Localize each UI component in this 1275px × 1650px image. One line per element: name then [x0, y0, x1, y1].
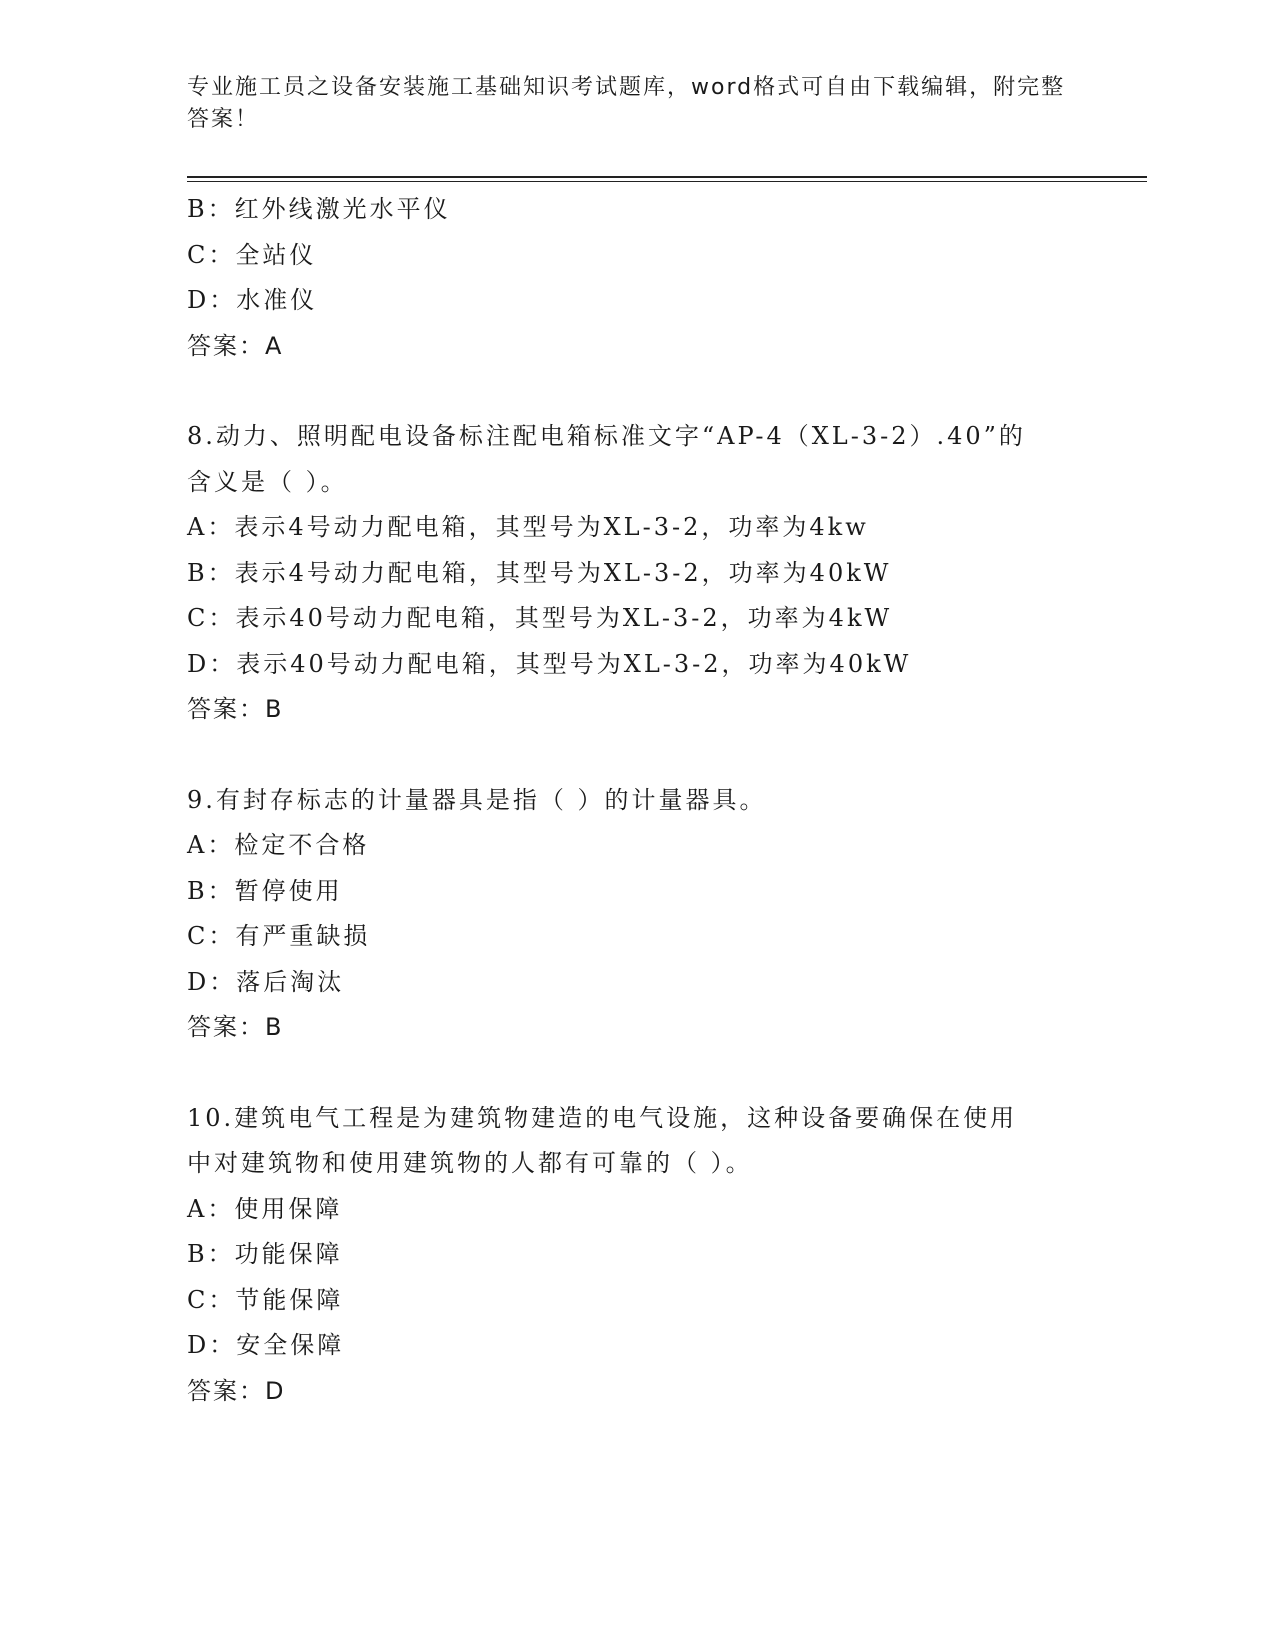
question-8: [187, 414, 1087, 733]
option-b: B：表示4号动力配电箱，其型号为XL-3-2，功率为40kW: [187, 558, 892, 587]
answer: 答案：B: [187, 1013, 284, 1041]
question-10: [187, 1096, 1087, 1415]
question-text-line: 10.建筑电气工程是为建筑物建造的电气设施，这种设备要确保在使用: [187, 1103, 1018, 1132]
option-c: C：有严重缺损: [187, 922, 371, 950]
option-d: D：落后淘汰: [187, 967, 345, 996]
header-rule-thick: [187, 176, 1147, 178]
answer: 答案：A: [187, 331, 284, 360]
question-text-line: 中对建筑物和使用建筑物的人都有可靠的（ ）。: [187, 1149, 753, 1177]
option-d: D：表示40号动力配电箱，其型号为XL-3-2，功率为40kW: [187, 649, 912, 678]
option-d: D：安全保障: [187, 1331, 345, 1359]
question-text-line: 9.有封存标志的计量器具是指（ ）的计量器具。: [187, 785, 767, 814]
option-c: C：节能保障: [187, 1285, 344, 1314]
option-b: B：暂停使用: [187, 876, 343, 905]
question-text-line: 8.动力、照明配电设备标注配电箱标准文字“AP-4（XL-3-2）.40”的: [187, 422, 1026, 450]
option-b: B：功能保障: [187, 1240, 343, 1268]
question-text-line: 含义是（ ）。: [187, 467, 348, 496]
header-rule-thin: [187, 181, 1147, 182]
option-a: A：检定不合格: [187, 831, 370, 859]
option-b: B：红外线激光水平仪: [187, 195, 451, 223]
question-9: [187, 778, 1087, 1051]
option-c: C：全站仪: [187, 240, 317, 269]
question-7-continued: [187, 187, 1087, 369]
option-d: D：水准仪: [187, 286, 318, 314]
question-list: [187, 187, 1087, 1414]
answer: 答案：D: [187, 1376, 286, 1405]
option-c: C：表示40号动力配电箱，其型号为XL-3-2，功率为4kW: [187, 604, 893, 632]
document-header: 专业施工员之设备安装施工基础知识考试题库，word格式可自由下载编辑，附完整答案！: [187, 75, 1066, 132]
answer: 答案：B: [187, 695, 284, 723]
option-a: A：表示4号动力配电箱，其型号为XL-3-2，功率为4kw: [187, 513, 869, 541]
option-a: A：使用保障: [187, 1194, 343, 1223]
